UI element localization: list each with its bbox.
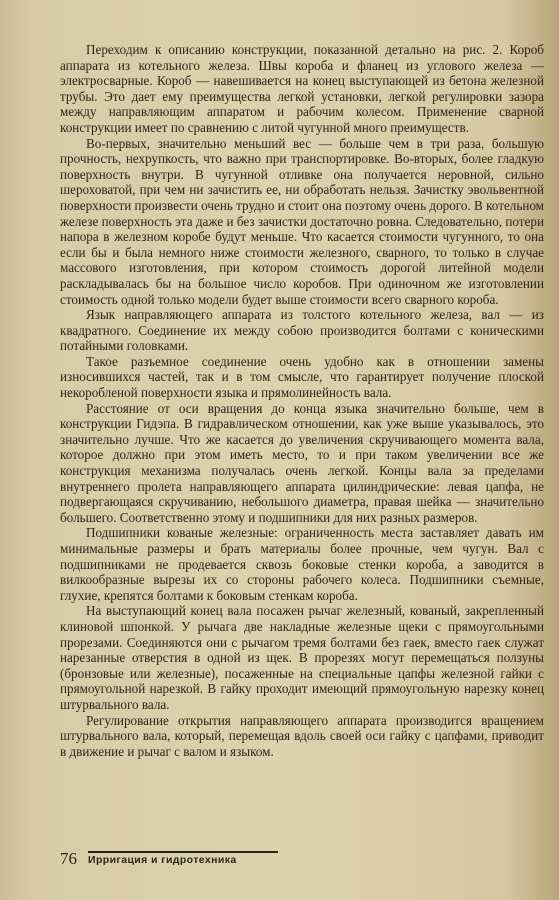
- paragraph: Язык направляющего аппарата из толстого котельного железа, вал — из квадратного. Соединение их между собою производится болтами с коническими потайными головками.: [60, 307, 544, 354]
- footer-rule: [88, 851, 278, 853]
- paragraph: Во-первых, значительно меньший вес — больше чем в три раза, большую прочность, нехрупкость, что важно при транспортировке. Во-вторых, более гладкую поверхность внутри. В чугунной отливке она получается неровной, сильно шероховатой, при чем ни зачистить ее, ни обработать нельзя. Зачистку эвольвентной поверхности произвести очень трудно и стоит она поэтому очень дорого. В котельном железе поверхность эта даже и без зачистки достаточно ровна. Следовательно, потери напора в железном коробе будут меньше. Что касается стоимости чугунного, то она если бы и была немного ниже стоимости железного, сварного, то только в случае массового изготовления, при котором стоимость дорогой литейной модели раскладывалась бы на большое число коробов. При одиночном же изготовлении стоимость одной только модели будет выше стоимости всего сварного короба.: [60, 135, 544, 307]
- page-number: 76: [60, 849, 77, 868]
- journal-title: Ирригация и гидротехника: [88, 854, 237, 866]
- paragraph: Расстояние от оси вращения до конца языка значительно больше, чем в конструкции Гидэпа. В гидравлическом отношении, как уже выше указывалось, это значительно лучше. Что же касается до увеличения скручивающего момента вала, которое должно при этом иметь место, то и при таком увеличении все же конструкция механизма получалась очень легкой. Концы вала за пределами внутреннего пролета направляющего аппарата цилиндрические: левая цапфа, не подвергающаяся скручиванию, небольшого диаметра, правая шейка — значительно большего. Соответственно этому и подшипники для них разных размеров.: [60, 400, 544, 525]
- paragraph: На выступающий конец вала посажен рычаг железный, кованый, закрепленный клиновой шпонкой. У рычага две накладные железные щеки с прямоугольными прорезами. Соединяются они с рычагом тремя болтами без гаек, вместо гаек служат нарезанные отверстия в одной из щек. В прорезях могут перемещаться ползуны (бронзовые или железные), посаженные на специальные цапфы железной гайки с прямоугольной нарезкой. В гайку проходит имеющий прямоугольную нарезку конец штурвального вала.: [60, 603, 544, 712]
- paragraph: Подшипники кованые железные: ограниченность места заставляет давать им минимальные размеры и брать материалы более прочные, чем чугун. Вал с подшипниками не продевается сквозь боковые стенки короба, а заводится в вилкообразные вырезы их со стороны рабочего колеса. Подшипники съемные, глухие, крепятся болтами к боковым стенкам короба.: [60, 525, 544, 603]
- body-text: [60, 42, 544, 759]
- paragraph: Регулирование открытия направляющего аппарата производится вращением штурвального вала, который, перемещая вдоль своей оси гайку с цапфами, приводит в движение и рычаг с валом и языком.: [60, 712, 544, 759]
- paragraph: Переходим к описанию конструкции, показанной детально на рис. 2. Короб аппарата из котельного железа. Швы короба и фланец из углового железа — электросварные. Короб — навешивается на конец выступающей из бетона железной трубы. Это дает ему преимущества легкой установки, легкой регулировки зазора между направляющим аппаратом и рабочим колесом. Применение сварной конструкции имеет по сравнению с литой чугунной много преимуществ.: [60, 42, 544, 135]
- paragraph: Такое разъемное соединение очень удобно как в отношении замены износившихся частей, так и в том смысле, что гарантирует получение плоской некоробленой поверхности языка и прямолинейность вала.: [60, 353, 544, 401]
